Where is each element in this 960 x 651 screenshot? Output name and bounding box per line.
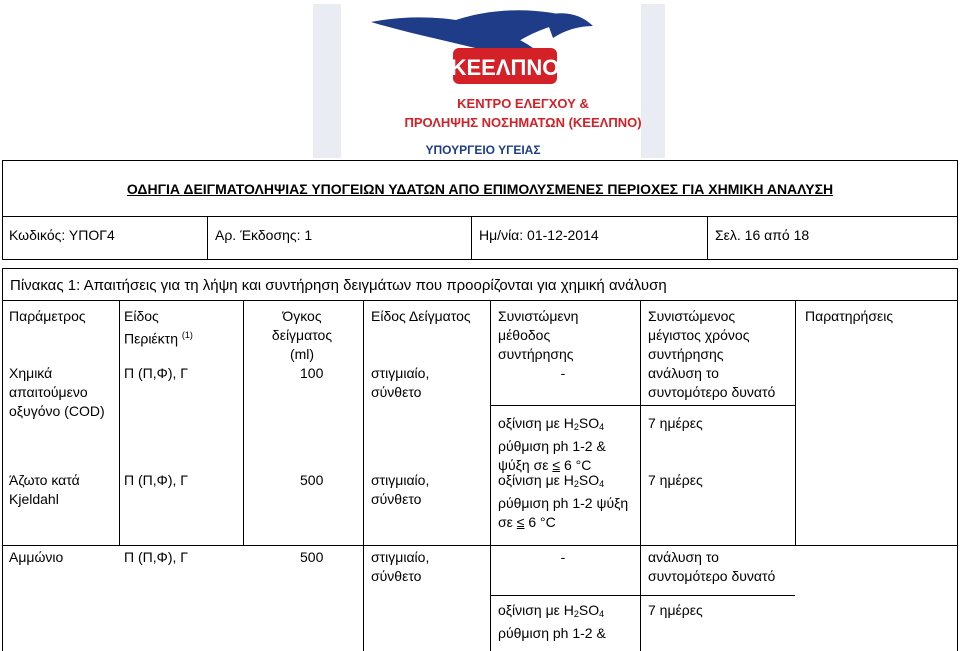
cod-method-2: οξίνιση με $H_2SO_4$ ρύθμιση ph 1-2 & ψύξη σε ≤ 6 °C <box>498 415 606 473</box>
ammonium-parameter: Αμμώνιο <box>9 549 64 565</box>
col-header-preservation-method: Συνιστώμενη μέθοδος συντήρησης <box>498 308 579 362</box>
logo-brand-text: ΚΕΕΛΠΝΟ <box>450 55 560 80</box>
cod-method-1: - <box>560 365 566 381</box>
document-title: ΟΔΗΓΙΑ ΔΕΙΓΜΑΤΟΛΗΨΙΑΣ ΥΠΟΓΕΙΩΝ ΥΔΑΤΩΝ ΑΠΟ ΕΠΙΜΟΛΥΣΜΕΝΕΣ ΠΕΡΙΟΧΕΣ ΓΙΑ ΧΗΜΙΚΗ ΑΝΑΛΥΣΗ <box>126 181 834 197</box>
col-header-sample-type: Είδος Δείγματος <box>371 308 471 324</box>
document-meta-row <box>2 216 958 260</box>
logo-line2: ΠΡΟΛΗΨΗΣ ΝΟΣΗΜΑΤΩΝ (ΚΕΕΛΠΝΟ) <box>404 115 642 130</box>
kjeldahl-parameter: Άζωτο κατά Kjeldahl <box>9 472 80 507</box>
keelpno-logo <box>313 4 665 158</box>
col-header-notes: Παρατηρήσεις <box>805 308 894 324</box>
ammonium-time-1: ανάλυση το συντομότερο δυνατό <box>648 549 776 584</box>
col-header-parameter: Παράμετρος <box>9 308 86 324</box>
cod-sample-type: στιγμιαίο, σύνθετο <box>371 365 430 400</box>
doc-edition: Αρ. Έκδοσης: 1 <box>208 217 472 260</box>
col-header-container: Είδος Περιέκτη $^{(1)}$ <box>124 308 193 347</box>
cod-time-2: 7 ημέρες <box>648 415 703 431</box>
kjeldahl-time: 7 ημέρες <box>648 472 703 488</box>
keelpno-logo-graphic <box>313 4 665 158</box>
cod-parameter: Χημικά απαιτούμενο οξυγόνο (COD) <box>9 365 105 419</box>
ammonium-time-2: 7 ημέρες <box>648 602 703 618</box>
doc-date: Ημ/νία: 01-12-2014 <box>472 217 708 260</box>
kjeldahl-method: οξίνιση με $H_2SO_4$ ρύθμιση ph 1-2 ψύξη σε ≤ 6 °C <box>498 472 629 530</box>
cod-container: Π (Π,Φ), Γ <box>124 365 188 381</box>
ammonium-sample-type: στιγμιαίο, σύνθετο <box>371 549 430 584</box>
logo-line1: ΚΕΝΤΡΟ ΕΛΕΓΧΟΥ & <box>457 96 589 111</box>
ammonium-method-2: οξίνιση με $H_2SO_4$ ρύθμιση ph 1-2 & <box>498 602 606 641</box>
table-caption: Πίνακας 1: Απαιτήσεις για τη λήψη και συντήρηση δειγμάτων που προορίζονται για χημική ανάλυση <box>2 268 958 301</box>
col-header-max-time: Συνιστώμενος μέγιστος χρόνος συντήρησης <box>648 308 750 362</box>
kjeldahl-volume: 500 <box>300 472 324 488</box>
ammonium-volume: 500 <box>300 549 324 565</box>
cod-time-1: ανάλυση το συντομότερο δυνατό <box>648 365 776 400</box>
ammonium-method-1: - <box>560 549 566 565</box>
doc-code: Κωδικός: ΥΠΟΓ4 <box>2 217 208 260</box>
cod-volume: 100 <box>300 365 324 381</box>
kjeldahl-sample-type: στιγμιαίο, σύνθετο <box>371 472 430 507</box>
logo-line3: ΥΠΟΥΡΓΕΙΟ ΥΓΕΙΑΣ <box>425 143 541 157</box>
col-header-volume: Όγκος δείγματος (ml) <box>271 308 333 362</box>
kjeldahl-container: Π (Π,Φ), Γ <box>124 472 188 488</box>
ammonium-container: Π (Π,Φ), Γ <box>124 549 188 565</box>
doc-page: Σελ. 16 από 18 <box>715 227 810 243</box>
